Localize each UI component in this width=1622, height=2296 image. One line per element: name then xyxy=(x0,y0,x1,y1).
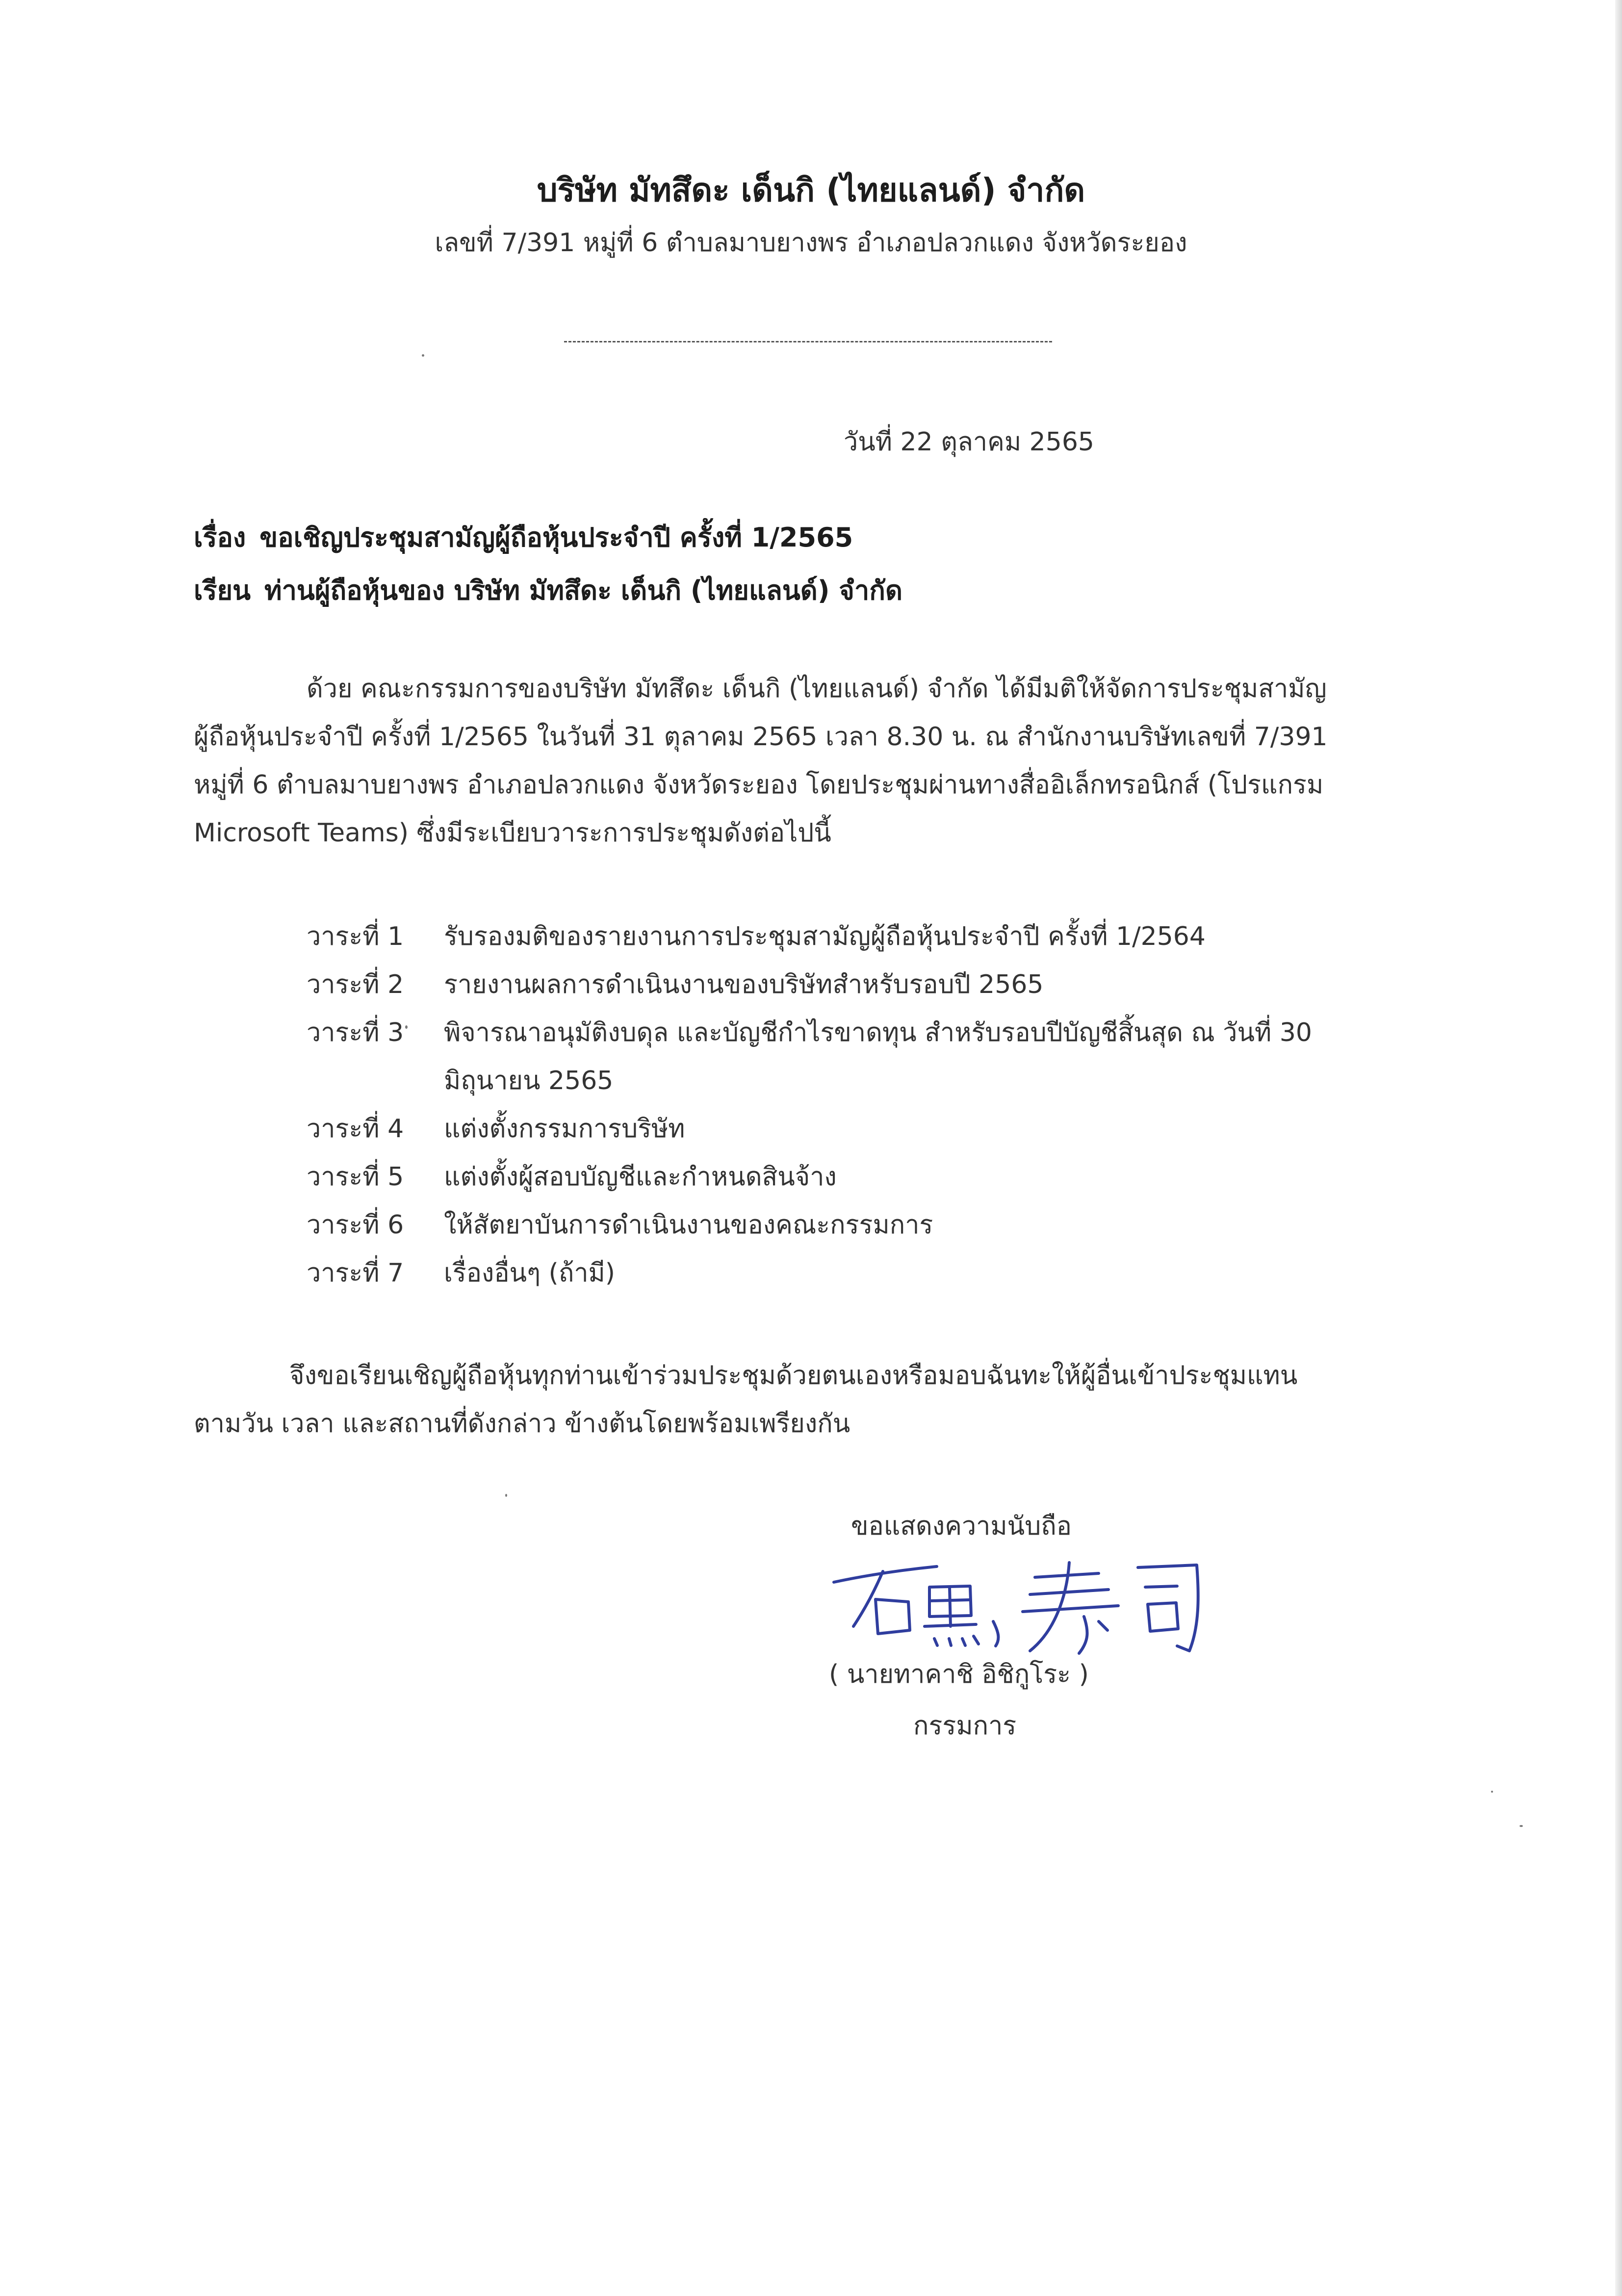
scan-edge-shadow xyxy=(1615,0,1622,2296)
signature-stroke xyxy=(834,1566,937,1582)
agenda-number: วาระที่ 4 xyxy=(307,1114,404,1144)
recipient-text: ท่านผู้ถือหุ้นของ บริษัท มัทสึดะ เด็นกิ (ไทยแลนด์) จำกัด xyxy=(264,575,903,606)
body-line: ผู้ถือหุ้นประจำปี ครั้งที่ 1/2565 ในวันที่ 31 ตุลาคม 2565 เวลา 8.30 น. ณ สำนักงานบริษัทเลขที่ 7/391 xyxy=(194,722,1328,752)
agenda-text: ให้สัตยาบันการดำเนินงานของคณะกรรมการ xyxy=(444,1210,933,1240)
handwritten-signature xyxy=(824,1548,1216,1661)
signature-stroke xyxy=(875,1599,910,1634)
subject-text: ขอเชิญประชุมสามัญผู้ถือหุ้นประจำปี ครั้งที่ 1/2565 xyxy=(259,522,853,553)
agenda-item xyxy=(307,1105,1410,1153)
agenda-text: พิจารณาอนุมัติงบดุล และบัญชีกำไรขาดทุน สำหรับรอบปีบัญชีสิ้นสุด ณ วันที่ 30 มิถุนายน 2565 xyxy=(444,1018,1313,1096)
recipient-line xyxy=(194,569,902,611)
recipient-label: เรียน xyxy=(194,575,251,606)
signer-title: กรรมการ xyxy=(913,1711,1017,1741)
agenda-text: แต่งตั้งผู้สอบบัญชีและกำหนดสินจ้าง xyxy=(444,1162,837,1192)
agenda-item xyxy=(307,1201,1410,1249)
scan-speck xyxy=(1491,1791,1493,1793)
signer-name: ( นายทาคาชิ อิชิกูโระ ) xyxy=(829,1660,1089,1689)
letter-date: วันที่ 22 ตุลาคม 2565 xyxy=(844,427,1095,457)
agenda-text: เรื่องอื่นๆ (ถ้ามี) xyxy=(444,1258,616,1288)
closing-paragraph xyxy=(194,1352,1395,1448)
signature-stroke xyxy=(1145,1586,1178,1631)
scan-speck xyxy=(405,1025,408,1029)
agenda-item xyxy=(307,961,1410,1009)
scan-speck xyxy=(505,1494,507,1497)
agenda-number: วาระที่ 7 xyxy=(307,1258,404,1288)
signature-stroke xyxy=(993,1621,998,1646)
agenda-number: วาระที่ 3 xyxy=(307,1018,404,1047)
agenda-number: วาระที่ 1 xyxy=(307,922,404,951)
header-divider xyxy=(564,341,1052,342)
agenda-text: รับรองมติของรายงานการประชุมสามัญผู้ถือหุ้นประจำปี ครั้งที่ 1/2564 xyxy=(444,922,1206,951)
agenda-number: วาระที่ 5 xyxy=(307,1162,404,1192)
scan-speck xyxy=(1519,1825,1523,1827)
body-paragraph xyxy=(194,665,1390,857)
signature-stroke xyxy=(925,1587,976,1626)
agenda-item xyxy=(307,1009,1410,1105)
subject-line xyxy=(194,516,853,558)
agenda-text: รายงานผลการดำเนินงานของบริษัทสำหรับรอบปี 2565 xyxy=(444,970,1044,999)
signature-stroke xyxy=(934,1636,978,1645)
closing-line: จึงขอเรียนเชิญผู้ถือหุ้นทุกท่านเข้าร่วมประชุมด้วยตนเองหรือมอบฉันทะให้ผู้อื่นเข้าประชุมแทน xyxy=(289,1361,1298,1390)
agenda-list xyxy=(307,913,1410,1297)
agenda-number: วาระที่ 2 xyxy=(307,970,404,999)
regards-text: ขอแสดงความนับถือ xyxy=(851,1512,1072,1541)
agenda-item xyxy=(307,1153,1410,1201)
company-name: บริษัท มัทสึดะ เด็นกิ (ไทยแลนด์) จำกัด xyxy=(537,171,1085,209)
body-line: ด้วย คณะกรรมการของบริษัท มัทสึดะ เด็นกิ (ไทยแลนด์) จำกัด ได้มีมติให้จัดการประชุมสามัญ xyxy=(307,674,1327,704)
subject-label: เรื่อง xyxy=(194,522,246,553)
body-line: Microsoft Teams) ซึ่งมีระเบียบวาระการประชุมดังต่อไปนี้ xyxy=(194,818,831,848)
closing-line: ตามวัน เวลา และสถานที่ดังกล่าว ข้างต้นโดยพร้อมเพรียงกัน xyxy=(194,1409,850,1438)
scan-speck xyxy=(422,354,424,357)
signature-stroke xyxy=(1023,1573,1118,1612)
company-address: เลขที่ 7/391 หมู่ที่ 6 ตำบลมาบยางพร อำเภอปลวกแดง จังหวัดระยอง xyxy=(435,228,1187,258)
agenda-number: วาระที่ 6 xyxy=(307,1210,404,1240)
agenda-text: แต่งตั้งกรรมการบริษัท xyxy=(444,1114,685,1144)
signature-stroke xyxy=(1079,1617,1107,1653)
agenda-item xyxy=(307,913,1410,961)
agenda-item xyxy=(307,1249,1410,1297)
body-line: หมู่ที่ 6 ตำบลมาบยางพร อำเภอปลวกแดง จังหวัดระยอง โดยประชุมผ่านทางสื่ออิเล็กทรอนิกส์ (โปรแกรม xyxy=(194,770,1324,800)
